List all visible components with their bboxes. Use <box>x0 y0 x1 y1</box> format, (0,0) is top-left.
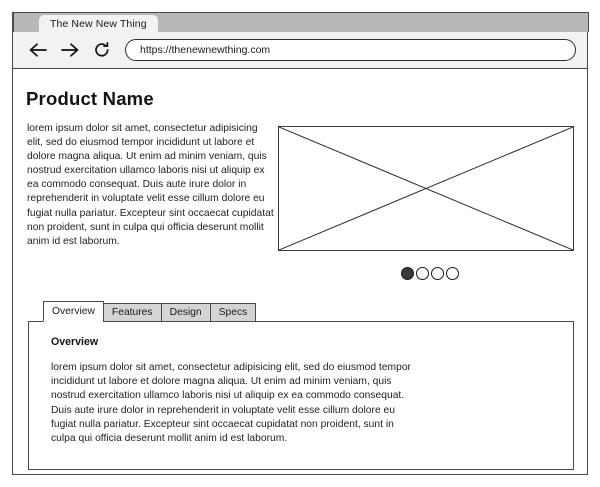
browser-tab-title: The New New Thing <box>50 18 147 30</box>
tab-features-label: Features <box>111 307 153 318</box>
browser-toolbar <box>13 32 587 69</box>
tab-specs-label: Specs <box>218 307 248 318</box>
panel-paragraph: lorem ipsum dolor sit amet, consectetur adipisicing elit, sed do eiusmod tempor incididunt ut labore et dolore magna aliqua. Ut enim ad minim veniam, quis nostrud exercitation ullamco laboris nisi ut aliquip ex ea commodo consequat. Duis aute irure dolor in reprehenderit in voluptate velit esse cillum dolore eu fugiat nulla pariatur. Excepteur sint occaecat cupidatat non proident, sunt in culpa qui officia deserunt mollit anim id est laborum. <box>51 362 411 445</box>
reload-icon <box>93 41 111 59</box>
tab-panel <box>28 321 574 470</box>
browser-tab[interactable] <box>39 15 158 33</box>
tab-overview-label: Overview <box>52 306 95 317</box>
browser-window <box>12 12 588 475</box>
address-bar[interactable] <box>125 39 576 61</box>
arrow-left-icon <box>28 41 48 59</box>
tab-features[interactable] <box>103 303 162 322</box>
tab-overview[interactable] <box>43 301 104 322</box>
carousel-dot-4[interactable] <box>446 267 459 280</box>
hero-image-placeholder <box>278 126 574 251</box>
carousel-dots <box>401 267 459 280</box>
tab-design-label: Design <box>169 307 202 318</box>
panel-heading: Overview <box>51 336 99 348</box>
arrow-right-icon <box>60 41 80 59</box>
placeholder-cross-icon <box>279 127 573 250</box>
carousel-dot-2[interactable] <box>416 267 429 280</box>
intro-paragraph: lorem ipsum dolor sit amet, consectetur adipisicing elit, sed do eiusmod tempor incididunt ut labore et dolore magna aliqua. Ut enim ad minim veniam, quis nostrud exercitation ullamco laboris nisi ut aliquip ex ea commodo consequat. Duis aute irure dolor in reprehenderit in voluptate velit esse cillum dolore eu fugiat nulla pariatur. Excepteur sint occaecat cupidatat non proident, sunt in culpa qui officia deserunt mollit anim id est laborum. <box>27 123 274 247</box>
tabs-widget <box>28 301 574 473</box>
back-button[interactable] <box>25 37 51 63</box>
reload-button[interactable] <box>89 37 115 63</box>
tab-specs[interactable] <box>210 303 257 322</box>
browser-tabstrip <box>13 12 589 32</box>
page-title: Product Name <box>26 88 154 109</box>
forward-button[interactable] <box>57 37 83 63</box>
page-viewport <box>13 69 587 473</box>
carousel-dot-1[interactable] <box>401 267 414 280</box>
carousel-dot-3[interactable] <box>431 267 444 280</box>
tab-list <box>43 301 256 322</box>
tab-design[interactable] <box>161 303 211 322</box>
address-bar-text: https://thenewnewthing.com <box>140 44 271 56</box>
